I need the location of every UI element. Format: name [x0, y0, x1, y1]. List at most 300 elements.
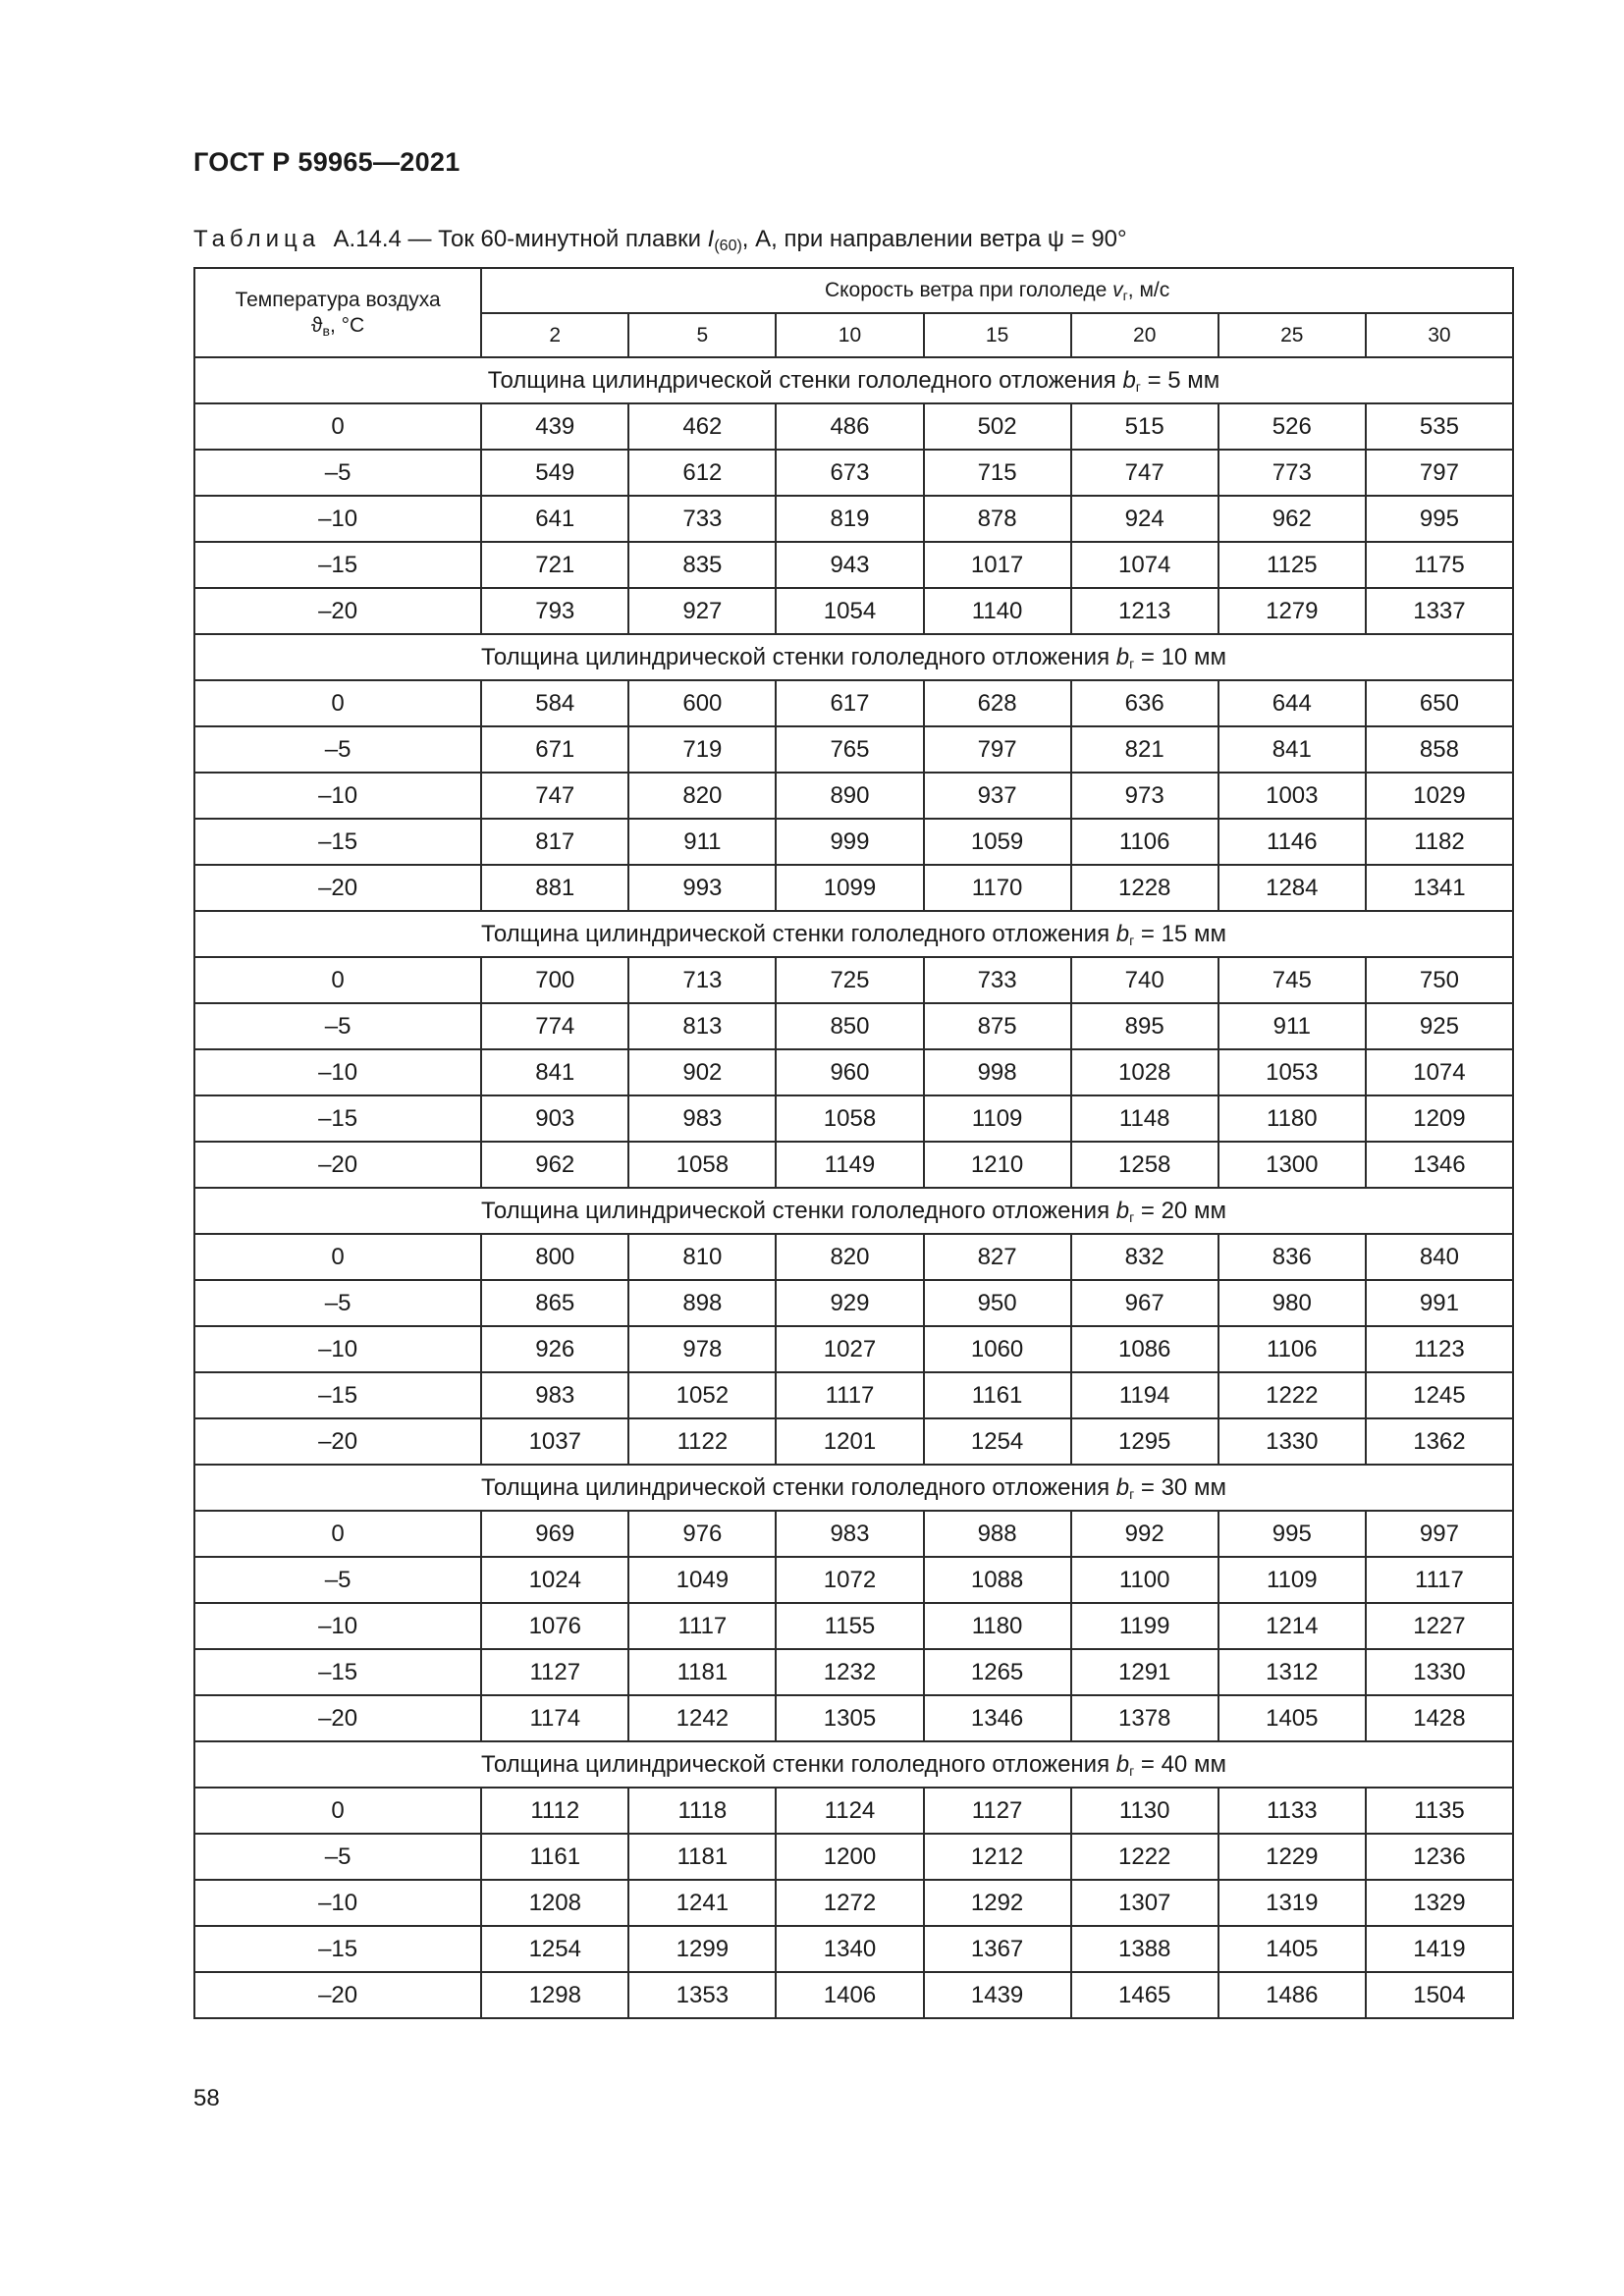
current-value-cell: 1199 [1071, 1603, 1218, 1649]
temperature-cell: 0 [194, 1788, 481, 1834]
current-value-cell: 943 [776, 542, 923, 588]
current-value-cell: 911 [1218, 1003, 1366, 1049]
temperature-cell: –5 [194, 726, 481, 773]
current-value-cell: 1504 [1366, 1972, 1513, 2018]
current-value-cell: 1419 [1366, 1926, 1513, 1972]
current-value-cell: 600 [628, 680, 776, 726]
temperature-cell: 0 [194, 403, 481, 450]
current-value-cell: 1319 [1218, 1880, 1366, 1926]
current-value-cell: 1100 [1071, 1557, 1218, 1603]
temperature-cell: 0 [194, 957, 481, 1003]
current-value-cell: 1213 [1071, 588, 1218, 634]
current-value-cell: 865 [481, 1280, 628, 1326]
temperature-header-label: Температура воздуха [235, 288, 441, 311]
current-value-cell: 962 [1218, 496, 1366, 542]
current-value-cell: 999 [776, 819, 923, 865]
current-value-cell: 502 [924, 403, 1071, 450]
current-value-cell: 439 [481, 403, 628, 450]
section-title-prefix: Толщина цилиндрической стенки гололедного отложения [481, 1473, 1116, 1501]
current-value-cell: 793 [481, 588, 628, 634]
current-value-cell: 719 [628, 726, 776, 773]
current-value-cell: 911 [628, 819, 776, 865]
current-value-cell: 1118 [628, 1788, 776, 1834]
section-title [194, 1465, 1513, 1511]
wind-speed-header-label: Скорость ветра при гололеде [824, 279, 1113, 301]
temperature-symbol-sub: в [322, 322, 330, 339]
current-value-cell: 1200 [776, 1834, 923, 1880]
section-title-prefix: Толщина цилиндрической стенки гололедного отложения [481, 920, 1116, 947]
section-row [194, 911, 1513, 957]
current-value-cell: 967 [1071, 1280, 1218, 1326]
current-value-cell: 1074 [1366, 1049, 1513, 1095]
current-value-cell: 549 [481, 450, 628, 496]
current-value-cell: 1027 [776, 1326, 923, 1372]
section-thickness: = 5 мм [1140, 366, 1220, 394]
current-value-cell: 1265 [924, 1649, 1071, 1695]
current-value-cell: 1180 [1218, 1095, 1366, 1142]
current-value-cell: 1099 [776, 865, 923, 911]
current-value-cell: 713 [628, 957, 776, 1003]
current-value-cell: 1181 [628, 1649, 776, 1695]
current-value-cell: 1106 [1218, 1326, 1366, 1372]
current-value-cell: 1299 [628, 1926, 776, 1972]
wind-speed-value: 25 [1218, 313, 1366, 357]
table-row [194, 1649, 1513, 1695]
current-value-cell: 992 [1071, 1511, 1218, 1557]
section-symbol: b [1115, 643, 1130, 670]
current-value-cell: 1388 [1071, 1926, 1218, 1972]
current-value-cell: 1058 [776, 1095, 923, 1142]
current-value-cell: 1133 [1218, 1788, 1366, 1834]
current-value-cell: 1058 [628, 1142, 776, 1188]
current-value-cell: 1125 [1218, 542, 1366, 588]
current-value-cell: 1346 [1366, 1142, 1513, 1188]
wind-speed-value: 15 [924, 313, 1071, 357]
section-symbol-sub: г [1129, 1762, 1135, 1779]
table-row [194, 1788, 1513, 1834]
current-value-cell: 1109 [924, 1095, 1071, 1142]
current-value-cell: 895 [1071, 1003, 1218, 1049]
current-value-cell: 1149 [776, 1142, 923, 1188]
section-row [194, 634, 1513, 680]
temperature-header [194, 268, 481, 357]
current-value-cell: 925 [1366, 1003, 1513, 1049]
current-value-cell: 515 [1071, 403, 1218, 450]
current-value-cell: 1076 [481, 1603, 628, 1649]
current-value-cell: 983 [628, 1095, 776, 1142]
section-symbol: b [1122, 366, 1136, 394]
caption-symbol: I [707, 226, 715, 252]
temperature-unit: , °С [329, 313, 365, 337]
caption-text-after: , А, при направлении ветра ψ = 90° [741, 226, 1127, 252]
table-row [194, 865, 1513, 911]
current-value-cell: 1210 [924, 1142, 1071, 1188]
current-value-cell: 641 [481, 496, 628, 542]
current-value-cell: 1405 [1218, 1926, 1366, 1972]
current-value-cell: 797 [924, 726, 1071, 773]
current-value-cell: 1074 [1071, 542, 1218, 588]
current-value-cell: 983 [481, 1372, 628, 1418]
temperature-cell: –10 [194, 1049, 481, 1095]
section-title-prefix: Толщина цилиндрической стенки гололедного отложения [481, 1750, 1116, 1778]
current-value-cell: 980 [1218, 1280, 1366, 1326]
current-value-cell: 898 [628, 1280, 776, 1326]
temperature-cell: –5 [194, 1003, 481, 1049]
temperature-cell: 0 [194, 1234, 481, 1280]
current-value-cell: 628 [924, 680, 1071, 726]
section-symbol: b [1115, 1473, 1130, 1501]
current-value-cell: 1117 [776, 1372, 923, 1418]
table-row [194, 403, 1513, 450]
table-row [194, 680, 1513, 726]
current-value-cell: 1300 [1218, 1142, 1366, 1188]
table-row [194, 1326, 1513, 1372]
current-value-cell: 644 [1218, 680, 1366, 726]
current-value-cell: 1117 [628, 1603, 776, 1649]
current-value-cell: 765 [776, 726, 923, 773]
current-value-cell: 993 [628, 865, 776, 911]
table-row [194, 1372, 1513, 1418]
current-value-cell: 973 [1071, 773, 1218, 819]
section-thickness: = 30 мм [1134, 1473, 1226, 1501]
current-value-cell: 1024 [481, 1557, 628, 1603]
temperature-cell: 0 [194, 1511, 481, 1557]
section-title-prefix: Толщина цилиндрической стенки гололедного отложения [481, 643, 1116, 670]
table-row [194, 726, 1513, 773]
current-value-cell: 486 [776, 403, 923, 450]
wind-speed-value: 10 [776, 313, 923, 357]
section-row [194, 1741, 1513, 1788]
current-value-cell: 924 [1071, 496, 1218, 542]
current-value-cell: 881 [481, 865, 628, 911]
table-row [194, 1418, 1513, 1465]
current-value-cell: 1245 [1366, 1372, 1513, 1418]
current-value-cell: 1241 [628, 1880, 776, 1926]
current-value-cell: 902 [628, 1049, 776, 1095]
caption-text-before: — Ток 60-минутной плавки [401, 226, 708, 252]
section-title [194, 911, 1513, 957]
table-row [194, 542, 1513, 588]
table-row [194, 1003, 1513, 1049]
current-value-cell: 800 [481, 1234, 628, 1280]
current-value-cell: 584 [481, 680, 628, 726]
current-value-cell: 1228 [1071, 865, 1218, 911]
table-row [194, 588, 1513, 634]
current-value-cell: 841 [1218, 726, 1366, 773]
current-value-cell: 1428 [1366, 1695, 1513, 1741]
section-thickness: = 20 мм [1134, 1197, 1226, 1224]
current-value-cell: 1072 [776, 1557, 923, 1603]
current-value-cell: 1148 [1071, 1095, 1218, 1142]
current-value-cell: 1049 [628, 1557, 776, 1603]
wind-speed-symbol: v [1112, 279, 1123, 301]
current-value-cell: 1272 [776, 1880, 923, 1926]
current-value-cell: 976 [628, 1511, 776, 1557]
section-symbol: b [1115, 1197, 1130, 1224]
current-value-cell: 988 [924, 1511, 1071, 1557]
current-value-cell: 1312 [1218, 1649, 1366, 1695]
table-row [194, 1880, 1513, 1926]
temperature-cell: 0 [194, 680, 481, 726]
current-value-cell: 745 [1218, 957, 1366, 1003]
current-value-cell: 1362 [1366, 1418, 1513, 1465]
current-value-cell: 721 [481, 542, 628, 588]
current-value-cell: 1222 [1218, 1372, 1366, 1418]
current-value-cell: 1161 [924, 1372, 1071, 1418]
table-row [194, 1511, 1513, 1557]
current-value-cell: 878 [924, 496, 1071, 542]
section-row [194, 357, 1513, 403]
temperature-cell: –10 [194, 496, 481, 542]
current-value-cell: 929 [776, 1280, 923, 1326]
temperature-cell: –5 [194, 1557, 481, 1603]
current-value-cell: 1053 [1218, 1049, 1366, 1095]
temperature-cell: –15 [194, 1372, 481, 1418]
current-value-cell: 1337 [1366, 588, 1513, 634]
wind-speed-header [481, 268, 1513, 313]
current-value-cell: 740 [1071, 957, 1218, 1003]
current-value-cell: 1292 [924, 1880, 1071, 1926]
wind-speed-value: 20 [1071, 313, 1218, 357]
table-row [194, 957, 1513, 1003]
current-value-cell: 1029 [1366, 773, 1513, 819]
current-value-cell: 750 [1366, 957, 1513, 1003]
current-value-cell: 1242 [628, 1695, 776, 1741]
current-value-cell: 1208 [481, 1880, 628, 1926]
current-value-cell: 962 [481, 1142, 628, 1188]
table-row [194, 1557, 1513, 1603]
current-value-cell: 991 [1366, 1280, 1513, 1326]
table-row [194, 496, 1513, 542]
current-value-cell: 841 [481, 1049, 628, 1095]
current-value-cell: 1367 [924, 1926, 1071, 1972]
current-value-cell: 1330 [1366, 1649, 1513, 1695]
current-value-cell: 850 [776, 1003, 923, 1049]
current-value-cell: 983 [776, 1511, 923, 1557]
page-number: 58 [193, 2085, 220, 2111]
temperature-cell: –10 [194, 1326, 481, 1372]
current-value-cell: 526 [1218, 403, 1366, 450]
current-value-cell: 832 [1071, 1234, 1218, 1280]
current-value-cell: 1254 [481, 1926, 628, 1972]
current-value-cell: 1378 [1071, 1695, 1218, 1741]
current-value-cell: 1181 [628, 1834, 776, 1880]
current-value-cell: 817 [481, 819, 628, 865]
current-value-cell: 1127 [924, 1788, 1071, 1834]
temperature-cell: –10 [194, 1603, 481, 1649]
temperature-cell: –5 [194, 450, 481, 496]
section-thickness: = 10 мм [1134, 643, 1226, 670]
current-value-cell: 926 [481, 1326, 628, 1372]
current-value-cell: 715 [924, 450, 1071, 496]
current-value-cell: 1279 [1218, 588, 1366, 634]
current-value-cell: 1236 [1366, 1834, 1513, 1880]
current-value-cell: 1109 [1218, 1557, 1366, 1603]
section-thickness: = 40 мм [1134, 1750, 1226, 1778]
current-value-cell: 836 [1218, 1234, 1366, 1280]
wind-speed-value: 2 [481, 313, 628, 357]
temperature-cell: –20 [194, 1972, 481, 2018]
current-value-cell: 1130 [1071, 1788, 1218, 1834]
current-value-cell: 813 [628, 1003, 776, 1049]
temperature-cell: –20 [194, 865, 481, 911]
current-value-cell: 733 [924, 957, 1071, 1003]
current-value-cell: 997 [1366, 1511, 1513, 1557]
current-value-cell: 1127 [481, 1649, 628, 1695]
section-thickness: = 15 мм [1134, 920, 1226, 947]
table-row [194, 1926, 1513, 1972]
current-value-cell: 1140 [924, 588, 1071, 634]
caption-prefix: Таблица [193, 226, 321, 252]
section-symbol: b [1115, 1750, 1130, 1778]
table-row [194, 1049, 1513, 1095]
table-row [194, 1603, 1513, 1649]
current-value-cell: 1161 [481, 1834, 628, 1880]
section-row [194, 1188, 1513, 1234]
current-value-cell: 1170 [924, 865, 1071, 911]
current-value-cell: 1106 [1071, 819, 1218, 865]
current-value-cell: 1037 [481, 1418, 628, 1465]
temperature-cell: –15 [194, 1095, 481, 1142]
current-value-cell: 1254 [924, 1418, 1071, 1465]
current-value-cell: 462 [628, 403, 776, 450]
wind-speed-symbol-sub: г [1122, 288, 1128, 303]
current-value-cell: 1194 [1071, 1372, 1218, 1418]
current-value-cell: 636 [1071, 680, 1218, 726]
table-row [194, 773, 1513, 819]
section-title [194, 1741, 1513, 1788]
current-value-cell: 1232 [776, 1649, 923, 1695]
current-value-cell: 1088 [924, 1557, 1071, 1603]
current-value-cell: 1227 [1366, 1603, 1513, 1649]
temperature-cell: –20 [194, 1142, 481, 1188]
current-value-cell: 673 [776, 450, 923, 496]
section-symbol-sub: г [1129, 1485, 1135, 1502]
current-value-cell: 1201 [776, 1418, 923, 1465]
current-value-cell: 1307 [1071, 1880, 1218, 1926]
current-value-cell: 1212 [924, 1834, 1071, 1880]
current-value-cell: 797 [1366, 450, 1513, 496]
table-row [194, 819, 1513, 865]
temperature-symbol: ϑ [311, 313, 323, 337]
current-value-cell: 903 [481, 1095, 628, 1142]
current-value-cell: 810 [628, 1234, 776, 1280]
current-value-cell: 1340 [776, 1926, 923, 1972]
current-value-cell: 1060 [924, 1326, 1071, 1372]
wind-speed-unit: , м/с [1127, 279, 1170, 301]
section-symbol-sub: г [1129, 932, 1135, 948]
current-value-cell: 950 [924, 1280, 1071, 1326]
current-value-cell: 1124 [776, 1788, 923, 1834]
document-header: ГОСТ Р 59965—2021 [193, 147, 460, 177]
current-value-cell: 1028 [1071, 1049, 1218, 1095]
current-value-cell: 875 [924, 1003, 1071, 1049]
current-value-cell: 1214 [1218, 1603, 1366, 1649]
current-value-cell: 1486 [1218, 1972, 1366, 2018]
current-value-cell: 1146 [1218, 819, 1366, 865]
current-value-cell: 1086 [1071, 1326, 1218, 1372]
current-value-cell: 835 [628, 542, 776, 588]
section-title [194, 357, 1513, 403]
table-row [194, 1972, 1513, 2018]
section-title-prefix: Толщина цилиндрической стенки гололедного отложения [481, 1197, 1116, 1224]
temperature-cell: –10 [194, 773, 481, 819]
current-value-cell: 725 [776, 957, 923, 1003]
current-value-cell: 1122 [628, 1418, 776, 1465]
current-value-cell: 617 [776, 680, 923, 726]
current-value-cell: 821 [1071, 726, 1218, 773]
current-value-cell: 1346 [924, 1695, 1071, 1741]
temperature-cell: –15 [194, 542, 481, 588]
current-value-cell: 827 [924, 1234, 1071, 1280]
current-value-cell: 773 [1218, 450, 1366, 496]
section-title [194, 1188, 1513, 1234]
temperature-cell: –15 [194, 1926, 481, 1972]
temperature-cell: –20 [194, 588, 481, 634]
current-value-cell: 1222 [1071, 1834, 1218, 1880]
current-value-cell: 1330 [1218, 1418, 1366, 1465]
current-value-cell: 733 [628, 496, 776, 542]
table-row [194, 1695, 1513, 1741]
current-value-cell: 1182 [1366, 819, 1513, 865]
current-value-cell: 1112 [481, 1788, 628, 1834]
current-value-cell: 1284 [1218, 865, 1366, 911]
current-value-cell: 960 [776, 1049, 923, 1095]
temperature-cell: –5 [194, 1280, 481, 1326]
section-symbol-sub: г [1129, 1208, 1135, 1225]
current-value-cell: 998 [924, 1049, 1071, 1095]
current-value-cell: 1329 [1366, 1880, 1513, 1926]
current-value-cell: 1298 [481, 1972, 628, 2018]
table-row [194, 450, 1513, 496]
current-value-cell: 650 [1366, 680, 1513, 726]
temperature-cell: –5 [194, 1834, 481, 1880]
current-value-cell: 747 [481, 773, 628, 819]
current-value-cell: 1209 [1366, 1095, 1513, 1142]
current-value-cell: 995 [1366, 496, 1513, 542]
table-row [194, 1095, 1513, 1142]
table-caption [193, 226, 1127, 253]
current-value-cell: 774 [481, 1003, 628, 1049]
wind-speed-value: 30 [1366, 313, 1513, 357]
temperature-cell: –15 [194, 819, 481, 865]
current-value-cell: 858 [1366, 726, 1513, 773]
wind-speed-value: 5 [628, 313, 776, 357]
current-value-cell: 969 [481, 1511, 628, 1557]
section-title [194, 634, 1513, 680]
current-value-cell: 1406 [776, 1972, 923, 2018]
caption-symbol-sub: (60) [714, 238, 742, 254]
current-value-cell: 820 [628, 773, 776, 819]
current-value-cell: 1059 [924, 819, 1071, 865]
current-value-cell: 1135 [1366, 1788, 1513, 1834]
current-value-cell: 612 [628, 450, 776, 496]
table-row [194, 1834, 1513, 1880]
current-value-cell: 1175 [1366, 542, 1513, 588]
current-value-cell: 1465 [1071, 1972, 1218, 2018]
current-value-cell: 700 [481, 957, 628, 1003]
caption-number: А.14.4 [333, 226, 402, 252]
current-value-cell: 1258 [1071, 1142, 1218, 1188]
current-value-cell: 1174 [481, 1695, 628, 1741]
current-value-cell: 1305 [776, 1695, 923, 1741]
current-value-cell: 1439 [924, 1972, 1071, 2018]
table-row [194, 1280, 1513, 1326]
current-value-cell: 1291 [1071, 1649, 1218, 1695]
current-value-cell: 1054 [776, 588, 923, 634]
current-value-cell: 1117 [1366, 1557, 1513, 1603]
section-symbol-sub: г [1129, 655, 1135, 671]
